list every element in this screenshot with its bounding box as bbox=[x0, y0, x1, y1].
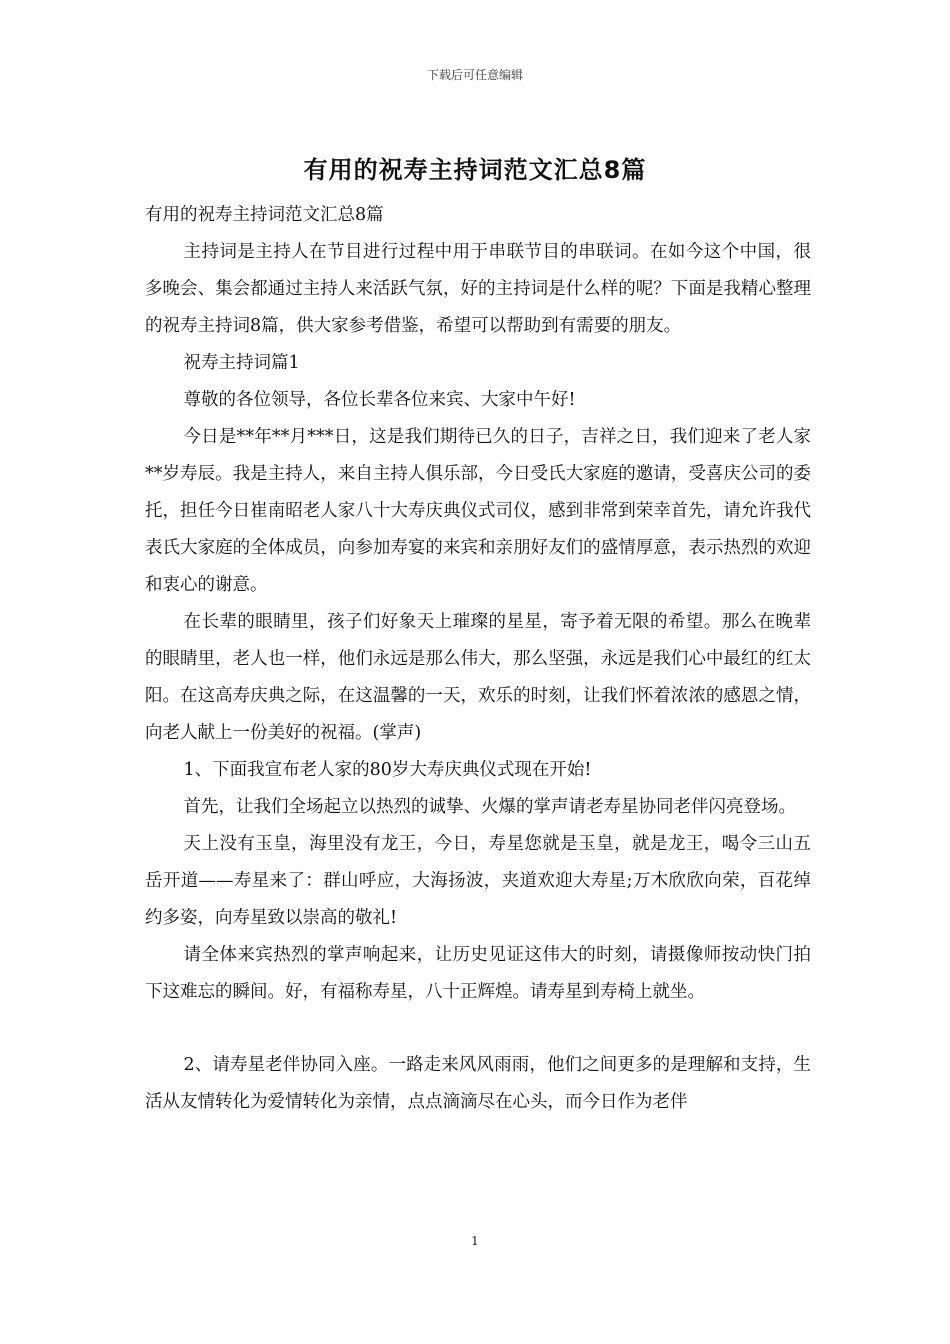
paragraph-entrance: 首先，让我们全场起立以热烈的诚挚、火爆的掌声请老寿星协同老伴闪亮登场。 bbox=[183, 797, 796, 817]
paragraph-opening: 今日是**年**月***日，这是我们期待已久的日子，吉祥之日，我们迎来了老人家**岁寿辰。我是主持人，来自主持人俱乐部，今日受氏大家庭的邀请，受喜庆公司的委托，担任今日崔南昭老人家八十大寿庆典仪式司仪，感到非常到荣幸首先，请允许我代表氏大家庭的全体成员，向参加寿宴的来宾和亲朋好友们的盛情厚意，表示热烈的欢迎和衷心的谢意。 bbox=[145, 427, 811, 595]
paragraph-intro: 主持词是主持人在节目进行过程中用于串联节目的串联词。在如今这个中国，很多晚会、集会都通过主持人来活跃气氛，好的主持词是什么样的呢？下面是我精心整理的祝寿主持词8篇，供大家参考借鉴，希望可以帮助到有需要的朋友。 bbox=[145, 242, 811, 336]
paragraph-step-1: 1、下面我宣布老人家的80岁大寿庆典仪式现在开始! bbox=[183, 760, 592, 780]
paragraph-applause: 请全体来宾热烈的掌声响起来，让历史见证这伟大的时刻，请摄像师按动快门拍下这难忘的瞬间。好，有福称寿星，八十正辉煌。请寿星到寿椅上就坐。 bbox=[145, 945, 811, 1002]
document-title: 有用的祝寿主持词范文汇总8篇 bbox=[303, 156, 647, 184]
page-number: 1 bbox=[471, 1234, 479, 1248]
paragraph-step-2: 2、请寿星老伴协同入座。一路走来风风雨雨，他们之间更多的是理解和支持，生活从友情转化为爱情转化为亲情，点点滴滴尽在心头，而今日作为老伴 bbox=[145, 1055, 811, 1112]
paragraph-praise: 天上没有玉皇，海里没有龙王，今日，寿星您就是玉皇，就是龙王，喝令三山五岳开道——寿星来了：群山呼应，大海扬波，夹道欢迎大寿星;万木欣欣向荣，百花绰约多姿，向寿星致以崇高的敬礼! bbox=[145, 834, 811, 928]
paragraph-greeting: 尊敬的各位领导，各位长辈各位来宾、大家中午好! bbox=[183, 390, 576, 410]
header-note: 下载后可任意编辑 bbox=[426, 68, 523, 82]
document-body bbox=[145, 197, 811, 1121]
section-heading: 祝寿主持词篇1 bbox=[183, 353, 300, 373]
paragraph-blessing: 在长辈的眼睛里，孩子们好象天上璀璨的星星，寄予着无限的希望。那么在晚辈的眼睛里，老人也一样，他们永远是那么伟大，那么坚强，永远是我们心中最红的红太阳。在这高寿庆典之际，在这温馨的一天，欢乐的时刻，让我们怀着浓浓的感恩之情，向老人献上一份美好的祝福。(掌声) bbox=[145, 612, 811, 743]
paragraph-subtitle: 有用的祝寿主持词范文汇总8篇 bbox=[145, 205, 384, 225]
